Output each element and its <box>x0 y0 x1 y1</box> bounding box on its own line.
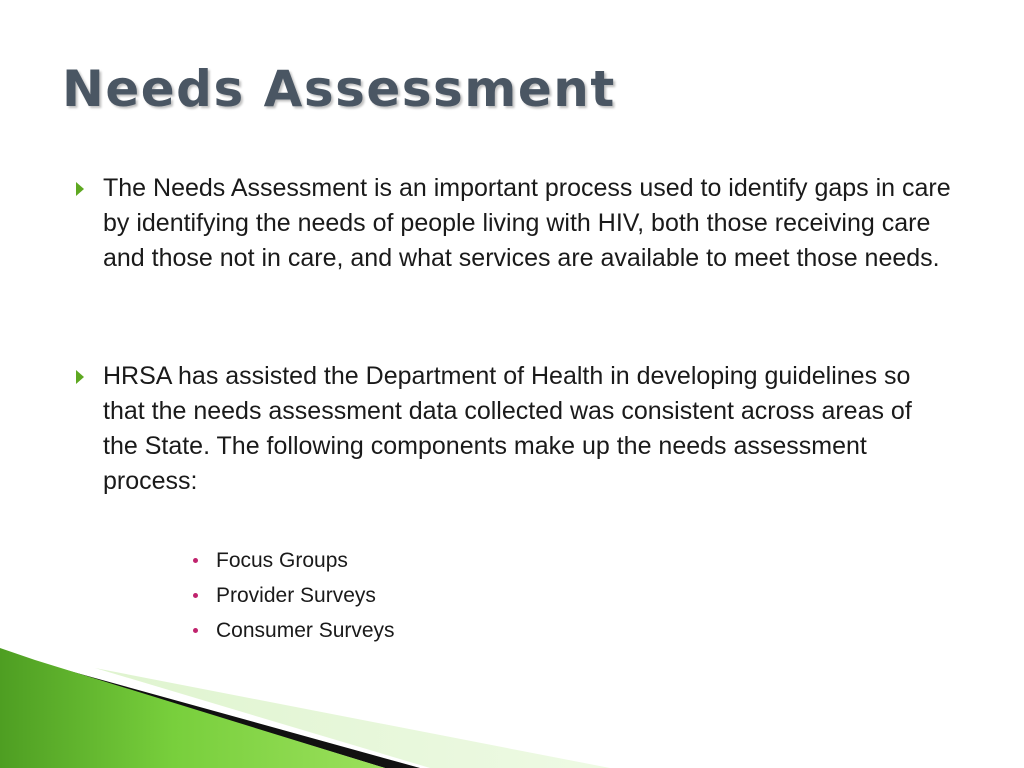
bullet-text: HRSA has assisted the Department of Health in developing guidelines so that the needs assessment data collected was consistent across areas of the State. The following components make up the needs assessment process: <box>103 362 912 495</box>
sub-bullet-label: Provider Surveys <box>216 584 376 607</box>
bullet-text: The Needs Assessment is an important process used to identify gaps in care by identifying the needs of people living with HIV, both those receiving care and those not in care, and what services are available to meet those needs. <box>103 174 951 272</box>
slide-title: Needs Assessment <box>62 60 616 118</box>
sub-bullet-label: Consumer Surveys <box>216 619 395 642</box>
sub-bullet-label: Focus Groups <box>216 549 348 572</box>
